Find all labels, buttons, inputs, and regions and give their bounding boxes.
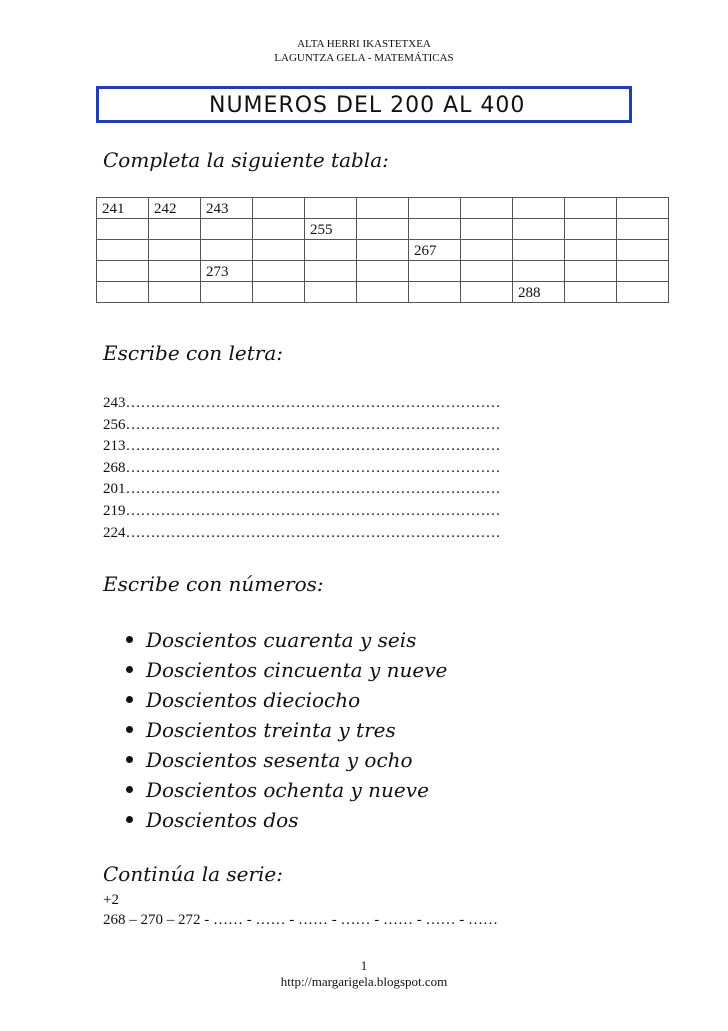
table-cell[interactable] (565, 240, 617, 261)
table-cell[interactable] (461, 240, 513, 261)
table-cell[interactable] (513, 198, 565, 219)
table-cell[interactable] (253, 219, 305, 240)
table-cell[interactable] (357, 198, 409, 219)
table-cell[interactable] (617, 261, 669, 282)
table-cell[interactable] (97, 282, 149, 303)
page-number: 1 (360, 958, 368, 973)
table-row (97, 282, 669, 303)
number-words-list (103, 625, 447, 835)
table-cell[interactable] (201, 282, 253, 303)
table-row (97, 240, 669, 261)
bullet-icon (126, 756, 133, 763)
table-cell[interactable] (305, 198, 357, 219)
write-line[interactable]: 268………………………………………………………………… (103, 459, 501, 476)
table-cell[interactable]: 242 (149, 198, 201, 219)
table-cell[interactable] (357, 282, 409, 303)
write-numbers-heading: Escribe con números: (103, 572, 324, 596)
school-name: ALTA HERRI IKASTETXEA (297, 38, 431, 50)
list-item-text: Doscientos dieciocho (146, 688, 361, 712)
table-cell[interactable]: 288 (513, 282, 565, 303)
bullet-icon (126, 696, 133, 703)
table-cell[interactable] (97, 240, 149, 261)
table-cell[interactable] (461, 219, 513, 240)
table-cell[interactable] (565, 261, 617, 282)
table-cell[interactable] (201, 240, 253, 261)
number-table (96, 197, 669, 303)
series-step: +2 (103, 892, 119, 908)
table-cell[interactable]: 241 (97, 198, 149, 219)
department-name: LAGUNTZA GELA - MATEMÁTICAS (274, 52, 454, 64)
bullet-icon (126, 786, 133, 793)
list-item (103, 625, 447, 655)
table-cell[interactable] (149, 261, 201, 282)
write-line[interactable]: 219………………………………………………………………… (103, 502, 501, 519)
table-cell[interactable]: 243 (201, 198, 253, 219)
page-footer (0, 958, 728, 990)
write-line[interactable]: 243………………………………………………………………… (103, 395, 501, 411)
table-cell[interactable] (149, 282, 201, 303)
write-letters-lines (103, 393, 501, 544)
document-header (0, 37, 728, 65)
table-heading: Completa la siguiente tabla: (103, 148, 389, 172)
table-cell[interactable] (305, 261, 357, 282)
table-cell[interactable]: 273 (201, 261, 253, 282)
table-cell[interactable] (357, 240, 409, 261)
bullet-icon (126, 726, 133, 733)
write-letters-heading: Escribe con letra: (103, 341, 283, 365)
table-cell[interactable]: 267 (409, 240, 461, 261)
table-cell[interactable] (513, 219, 565, 240)
table-cell[interactable] (357, 219, 409, 240)
table-cell[interactable] (253, 198, 305, 219)
table-row (97, 219, 669, 240)
table-row (97, 198, 669, 219)
list-item-text: Doscientos treinta y tres (146, 718, 396, 742)
table-cell[interactable] (357, 261, 409, 282)
table-cell[interactable] (409, 198, 461, 219)
table-cell[interactable] (513, 240, 565, 261)
list-item-text: Doscientos cuarenta y seis (146, 628, 417, 652)
write-line[interactable]: 224………………………………………………………………… (103, 524, 501, 541)
bullet-icon (126, 636, 133, 643)
page-title: NUMEROS DEL 200 AL 400 (209, 93, 526, 118)
list-item (103, 715, 447, 745)
list-item-text: Doscientos cincuenta y nueve (146, 658, 448, 682)
table-cell[interactable] (409, 261, 461, 282)
table-cell[interactable] (149, 240, 201, 261)
table-cell[interactable] (97, 261, 149, 282)
table-cell[interactable] (253, 240, 305, 261)
table-cell[interactable] (565, 219, 617, 240)
table-cell[interactable] (461, 198, 513, 219)
table-cell[interactable] (305, 282, 357, 303)
table-cell[interactable] (617, 198, 669, 219)
write-line[interactable]: 213………………………………………………………………… (103, 438, 501, 455)
table-cell[interactable] (565, 282, 617, 303)
write-line[interactable]: 201………………………………………………………………… (103, 481, 501, 498)
table-cell[interactable] (513, 261, 565, 282)
list-item (103, 685, 447, 715)
list-item (103, 775, 447, 805)
bullet-icon (126, 666, 133, 673)
footer-url: http://margarigela.blogspot.com (280, 974, 448, 989)
table-cell[interactable] (617, 282, 669, 303)
table-cell[interactable] (97, 219, 149, 240)
table-cell[interactable] (461, 282, 513, 303)
table-cell[interactable] (201, 219, 253, 240)
table-cell[interactable] (461, 261, 513, 282)
list-item-text: Doscientos sesenta y ocho (146, 748, 413, 772)
table-cell[interactable] (565, 198, 617, 219)
series-sequence[interactable]: 268 – 270 – 272 - …… - …… - …… - …… - …… - …… - …… (103, 912, 498, 928)
table-cell[interactable] (253, 261, 305, 282)
table-cell[interactable] (149, 219, 201, 240)
table-cell[interactable] (409, 219, 461, 240)
list-item (103, 805, 447, 835)
list-item-text: Doscientos dos (146, 808, 299, 832)
table-cell[interactable] (305, 240, 357, 261)
table-cell[interactable] (253, 282, 305, 303)
list-item-text: Doscientos ochenta y nueve (146, 778, 429, 802)
table-row (97, 261, 669, 282)
table-cell[interactable] (409, 282, 461, 303)
title-box (96, 86, 632, 123)
series-block (103, 890, 498, 930)
table-cell[interactable] (617, 240, 669, 261)
list-item (103, 745, 447, 775)
table-cell[interactable] (617, 219, 669, 240)
series-heading: Continúa la serie: (103, 862, 284, 886)
write-line[interactable]: 256………………………………………………………………… (103, 416, 501, 433)
bullet-icon (126, 816, 133, 823)
table-cell[interactable]: 255 (305, 219, 357, 240)
list-item (103, 655, 447, 685)
